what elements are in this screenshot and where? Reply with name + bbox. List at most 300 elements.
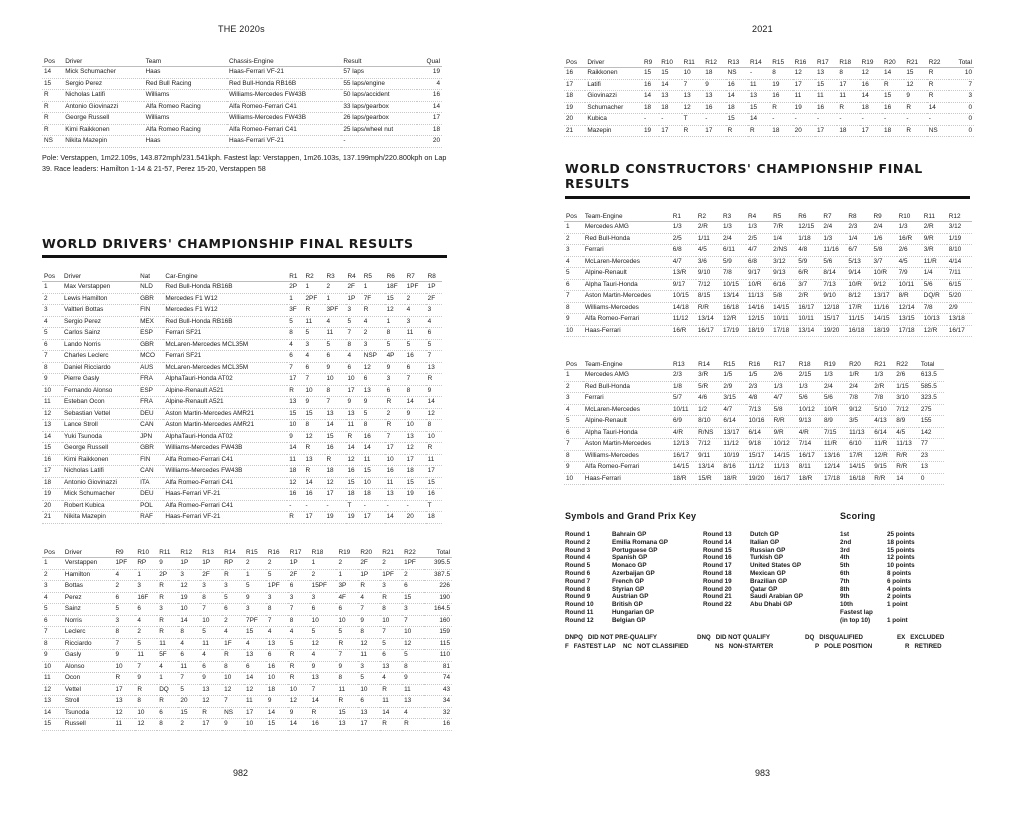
table-cell: 15 bbox=[385, 293, 405, 305]
table-cell: 2 bbox=[380, 558, 402, 570]
table-cell: 8 bbox=[200, 592, 222, 604]
column-header: R15 bbox=[770, 58, 792, 68]
table-cell: 9 bbox=[703, 79, 725, 91]
column-header: Driver bbox=[585, 58, 642, 68]
table-cell: 13 bbox=[304, 454, 325, 466]
key-value: Styrian GP bbox=[612, 585, 645, 593]
table-cell: 2/4 bbox=[872, 222, 897, 234]
column-header: R10 bbox=[135, 548, 157, 558]
table-cell: 16 bbox=[346, 466, 362, 478]
table-cell: 8 bbox=[178, 627, 200, 639]
table-cell: 2/6 bbox=[772, 370, 797, 382]
table-cell: 12 bbox=[402, 638, 424, 650]
table-cell: 7 bbox=[113, 638, 135, 650]
key-value: British GP bbox=[612, 601, 643, 609]
table-cell: 6 bbox=[244, 661, 266, 673]
table-cell: 14 bbox=[860, 91, 882, 103]
table-cell: 4 bbox=[178, 638, 200, 650]
table-cell: 13 bbox=[244, 650, 266, 662]
table-cell: R bbox=[927, 91, 949, 103]
table-row bbox=[564, 256, 972, 268]
column-header: R21 bbox=[904, 58, 926, 68]
table-cell: 2/R bbox=[872, 381, 894, 393]
column-header: R19 bbox=[336, 548, 358, 558]
table-cell: R bbox=[346, 431, 362, 443]
table-cell: 1P bbox=[346, 293, 362, 305]
table-cell: 19 bbox=[770, 79, 792, 91]
table-cell: 18/R bbox=[721, 473, 746, 485]
column-header: Driver bbox=[63, 548, 114, 558]
table-cell: 9 bbox=[564, 462, 583, 474]
table-cell: Mazepin bbox=[585, 125, 642, 137]
table-cell: 5 bbox=[346, 316, 362, 328]
table-cell: 2/4 bbox=[721, 233, 746, 245]
table-cell: 395.5 bbox=[424, 558, 452, 570]
table-cell: 57 laps bbox=[341, 67, 417, 79]
table-cell: Haas-Ferrari bbox=[583, 325, 671, 337]
table-cell: NS bbox=[726, 68, 748, 80]
table-row bbox=[42, 78, 442, 90]
table-cell: 323.5 bbox=[919, 393, 944, 405]
gp-key-title: Symbols and Grand Prix Key bbox=[565, 511, 697, 521]
table-cell: Nikita Mazepin bbox=[62, 512, 138, 524]
table-cell: 14 bbox=[325, 420, 346, 432]
table-cell: 1 bbox=[244, 569, 266, 581]
table-cell: R bbox=[310, 707, 337, 719]
table-cell: 5/20 bbox=[947, 291, 972, 303]
table-cell: Sainz bbox=[63, 604, 114, 616]
table-cell: 10/11 bbox=[771, 314, 796, 326]
table-cell: 16 bbox=[424, 719, 452, 731]
title-rule bbox=[42, 255, 447, 258]
header-row bbox=[564, 360, 944, 370]
table-row bbox=[42, 592, 452, 604]
table-cell: 7 bbox=[304, 374, 325, 386]
key-value: 1 point bbox=[887, 601, 908, 609]
table-cell: 13/15 bbox=[897, 314, 922, 326]
table-cell: 4 bbox=[310, 650, 337, 662]
table-cell: 18 bbox=[266, 684, 288, 696]
table-cell: 3 bbox=[42, 581, 63, 593]
table-cell: 4 bbox=[402, 707, 424, 719]
table-cell: R bbox=[42, 90, 63, 102]
table-row bbox=[42, 339, 442, 351]
table-cell: 18/19 bbox=[872, 325, 897, 337]
table-cell: 8/12 bbox=[846, 291, 871, 303]
table-cell: 11 bbox=[426, 454, 442, 466]
table-cell: 15 bbox=[904, 68, 926, 80]
table-cell: 1/4 bbox=[771, 233, 796, 245]
table-cell: 4 bbox=[417, 78, 442, 90]
column-header: R12 bbox=[178, 548, 200, 558]
table-cell: Kubica bbox=[585, 114, 642, 126]
table-cell: NS bbox=[42, 136, 63, 148]
column-header: R16 bbox=[266, 548, 288, 558]
table-cell: Mercedes AMG bbox=[583, 222, 671, 234]
table-row bbox=[564, 91, 974, 103]
table-cell: Pierre Gasly bbox=[62, 374, 138, 386]
scoring-title: Scoring bbox=[840, 511, 876, 521]
table-cell: Max Verstappen bbox=[62, 282, 138, 294]
table-cell: 7/13 bbox=[746, 404, 771, 416]
table-cell: 17 bbox=[385, 443, 405, 455]
column-header: R15 bbox=[244, 548, 266, 558]
symbol-item bbox=[905, 642, 965, 651]
table-cell: 1 bbox=[362, 282, 385, 294]
table-cell: 1P bbox=[426, 282, 442, 294]
table-cell: 4 bbox=[222, 627, 244, 639]
table-cell: 15 bbox=[266, 719, 288, 731]
table-cell: Williams-Mercedes FW43B bbox=[227, 90, 341, 102]
table-cell: 2 bbox=[244, 558, 266, 570]
table-cell: 16 bbox=[882, 102, 904, 114]
table-cell: 1 bbox=[564, 222, 583, 234]
table-cell: Haas-Ferrari VF-21 bbox=[163, 512, 287, 524]
table-cell: 15PF bbox=[310, 581, 337, 593]
symbol-description: DISQUALIFIED bbox=[819, 634, 863, 641]
table-cell: 6/14 bbox=[746, 427, 771, 439]
table-cell: 16 bbox=[703, 102, 725, 114]
table-cell: 8 bbox=[42, 638, 63, 650]
table-cell: 6/14 bbox=[721, 416, 746, 428]
table-cell: 13 bbox=[748, 91, 770, 103]
symbol-item bbox=[715, 642, 815, 651]
column-header: Qual bbox=[417, 57, 442, 67]
key-value: United States GP bbox=[750, 562, 802, 570]
table-cell: Williams-Mercedes FW43B bbox=[163, 443, 287, 455]
table-cell: 3PF bbox=[325, 305, 346, 317]
table-cell: 6 bbox=[325, 351, 346, 363]
table-cell: 10 bbox=[949, 68, 974, 80]
table-cell: Robert Kubica bbox=[62, 500, 138, 512]
table-cell: 10 bbox=[178, 604, 200, 616]
key-value: Qatar GP bbox=[750, 585, 778, 593]
key-row bbox=[840, 539, 915, 547]
table-cell: 3 bbox=[304, 339, 325, 351]
table-cell: R/R bbox=[872, 473, 894, 485]
key-value: Hungarian GP bbox=[612, 608, 654, 616]
table-cell: Williams-Mercedes FW43B bbox=[227, 113, 341, 125]
table-cell: Alpine-Renault A521 bbox=[163, 385, 287, 397]
table-cell: Williams bbox=[144, 113, 227, 125]
table-cell: 12/R bbox=[922, 325, 947, 337]
column-header: R7 bbox=[821, 212, 846, 222]
table-cell: 10 bbox=[304, 385, 325, 397]
column-header: R1 bbox=[287, 272, 303, 282]
table-cell: R/R bbox=[772, 416, 797, 428]
table-cell: 1 bbox=[304, 282, 325, 294]
table-cell: 11/R bbox=[872, 439, 894, 451]
table-cell: MCO bbox=[138, 351, 163, 363]
symbol-item bbox=[897, 633, 967, 642]
table-cell: 8 bbox=[135, 696, 157, 708]
table-cell: 12 bbox=[682, 102, 704, 114]
table-cell: 3 bbox=[200, 581, 222, 593]
table-cell: 1/19 bbox=[947, 233, 972, 245]
table-cell: 1PF bbox=[113, 558, 135, 570]
table-cell: 8 bbox=[222, 661, 244, 673]
table-cell: 1 bbox=[135, 569, 157, 581]
column-header: R11 bbox=[922, 212, 947, 222]
column-header: R20 bbox=[847, 360, 872, 370]
table-cell: 11 bbox=[42, 397, 62, 409]
table-cell: R bbox=[304, 305, 325, 317]
key-label: Round 19 bbox=[703, 577, 732, 585]
table-cell: 18 bbox=[564, 91, 585, 103]
table-cell: 7/14 bbox=[797, 439, 822, 451]
table-cell: 14 bbox=[659, 79, 681, 91]
table-row bbox=[564, 393, 944, 405]
table-cell: 19 bbox=[42, 489, 62, 501]
table-cell: MEX bbox=[138, 316, 163, 328]
key-value: Turkish GP bbox=[750, 554, 784, 562]
race-note: Pole: Verstappen, 1m22.109s, 143.872mph/231.541kph. Fastest lap: Verstappen, 1m26.103s, 137.199mph/220.800kph on Lap 39. Race leaders: Hamilton 1-14 & 21-57, Perez 15-20, Verstappen 58 bbox=[42, 153, 447, 173]
table-cell: 11 bbox=[380, 696, 402, 708]
table-cell: R/R bbox=[894, 450, 919, 462]
table-cell: 9/R bbox=[922, 233, 947, 245]
symbol-code: DNQ bbox=[697, 634, 711, 641]
table-cell: 10/15 bbox=[721, 279, 746, 291]
table-cell: FRA bbox=[138, 397, 163, 409]
table-cell: 5/7 bbox=[671, 393, 696, 405]
table-cell: 6/11 bbox=[721, 245, 746, 257]
table-cell: 8 bbox=[325, 385, 346, 397]
table-cell: 12 bbox=[178, 581, 200, 593]
table-cell: 7/8 bbox=[847, 393, 872, 405]
table-cell: 6/10 bbox=[847, 439, 872, 451]
key-value: Emilia Romana GP bbox=[612, 538, 668, 546]
table-cell: AlphaTauri-Honda AT02 bbox=[163, 431, 287, 443]
table-cell: 5/6 bbox=[822, 393, 847, 405]
table-cell: R bbox=[336, 696, 358, 708]
table-cell: 1 bbox=[287, 293, 303, 305]
table-cell: - bbox=[405, 500, 426, 512]
running-head: THE 2020s bbox=[218, 24, 265, 34]
table-cell: 5/10 bbox=[872, 404, 894, 416]
header-row bbox=[564, 58, 974, 68]
table-cell: 18 bbox=[860, 102, 882, 114]
header-row bbox=[42, 57, 442, 67]
table-cell: 12 bbox=[346, 454, 362, 466]
table-cell: 11 bbox=[178, 661, 200, 673]
table-cell: 10/R bbox=[846, 279, 871, 291]
table-cell: Bottas bbox=[63, 581, 114, 593]
table-cell: 8/14 bbox=[821, 268, 846, 280]
table-cell: 3 bbox=[380, 581, 402, 593]
key-value: Saudi Arabian GP bbox=[750, 593, 803, 601]
table-cell: 17 bbox=[200, 719, 222, 731]
table-cell: 13/17 bbox=[721, 427, 746, 439]
table-cell: ESP bbox=[138, 328, 163, 340]
table-cell: 3/5 bbox=[847, 416, 872, 428]
table-cell: 81 bbox=[424, 661, 452, 673]
table-cell: 8/9 bbox=[822, 416, 847, 428]
table-row bbox=[42, 374, 442, 386]
table-cell: 18 bbox=[770, 125, 792, 137]
table-cell: 10 bbox=[362, 477, 385, 489]
table-row bbox=[42, 569, 452, 581]
table-cell: 159 bbox=[424, 627, 452, 639]
table-cell: 7 bbox=[135, 661, 157, 673]
table-cell: 164.5 bbox=[424, 604, 452, 616]
table-cell: 2/NS bbox=[771, 245, 796, 257]
table-cell: 17 bbox=[358, 719, 380, 731]
table-cell: T bbox=[426, 500, 442, 512]
table-cell: 7 bbox=[346, 328, 362, 340]
table-cell: 17 bbox=[837, 79, 859, 91]
table-row bbox=[42, 351, 442, 363]
table-cell: 2 bbox=[362, 328, 385, 340]
table-cell: 8 bbox=[346, 339, 362, 351]
table-cell: 6 bbox=[385, 385, 405, 397]
table-cell: 14/18 bbox=[671, 302, 696, 314]
table-cell: 5 bbox=[244, 581, 266, 593]
table-cell: 2/5 bbox=[671, 233, 696, 245]
table-cell: 5 bbox=[113, 604, 135, 616]
table-cell: 17 bbox=[287, 374, 303, 386]
table-cell: 1 bbox=[310, 558, 337, 570]
table-cell: 5F bbox=[157, 650, 178, 662]
table-cell: 10/R bbox=[746, 279, 771, 291]
table-cell: 7 bbox=[385, 431, 405, 443]
table-cell: 16 bbox=[860, 79, 882, 91]
key-value: 15 points bbox=[887, 546, 915, 554]
table-cell: 10 bbox=[402, 627, 424, 639]
table-cell: 18F bbox=[385, 282, 405, 294]
table-cell: 275 bbox=[919, 404, 944, 416]
table-cell: 16 bbox=[42, 454, 62, 466]
table-cell: 5 bbox=[402, 650, 424, 662]
table-cell: 12/R bbox=[872, 450, 894, 462]
table-cell: 1 bbox=[325, 293, 346, 305]
key-value: Belgian GP bbox=[612, 616, 646, 624]
table-cell: 18 bbox=[325, 466, 346, 478]
table-cell: 11 bbox=[815, 91, 837, 103]
column-header: Driver bbox=[62, 272, 138, 282]
table-cell: 8 bbox=[113, 627, 135, 639]
key-label: Round 12 bbox=[565, 616, 594, 624]
table-cell: Alpine-Renault A521 bbox=[163, 397, 287, 409]
column-header: R2 bbox=[696, 212, 721, 222]
table-row bbox=[564, 462, 944, 474]
table-cell: 0 bbox=[919, 473, 944, 485]
symbol-code: DNPQ bbox=[565, 634, 583, 641]
table-row bbox=[564, 114, 974, 126]
table-cell: 4 bbox=[564, 404, 583, 416]
table-cell: 14 bbox=[288, 719, 310, 731]
table-cell: 18 bbox=[362, 489, 385, 501]
table-cell: 17 bbox=[244, 707, 266, 719]
table-cell: 9 bbox=[113, 650, 135, 662]
table-cell: Antonio Giovinazzi bbox=[62, 477, 138, 489]
column-header: R11 bbox=[157, 548, 178, 558]
table-cell: 5 bbox=[304, 328, 325, 340]
table-cell: 13 bbox=[287, 397, 303, 409]
key-value: Spanish GP bbox=[612, 554, 648, 562]
table-row bbox=[564, 381, 944, 393]
table-cell: 387.5 bbox=[424, 569, 452, 581]
table-cell: 12 bbox=[113, 707, 135, 719]
table-cell: 5 bbox=[426, 339, 442, 351]
table-cell: 5/9 bbox=[796, 256, 821, 268]
key-label: 7th bbox=[840, 577, 850, 585]
table-cell: 14 bbox=[178, 615, 200, 627]
table-cell: R bbox=[402, 719, 424, 731]
table-cell: 7 bbox=[564, 439, 583, 451]
table-cell: 8/10 bbox=[696, 416, 721, 428]
table-cell: R bbox=[42, 113, 63, 125]
table-cell: 18 bbox=[837, 125, 859, 137]
table-cell: 1P bbox=[178, 558, 200, 570]
table-cell: 11 bbox=[358, 650, 380, 662]
table-cell: Mercedes F1 W12 bbox=[163, 305, 287, 317]
table-cell: 9 bbox=[200, 673, 222, 685]
table-cell: 13/16 bbox=[822, 450, 847, 462]
table-cell: 0 bbox=[949, 114, 974, 126]
table-cell: 4 bbox=[135, 615, 157, 627]
table-cell: 1 bbox=[336, 569, 358, 581]
table-cell: Williams-Mercedes bbox=[583, 302, 671, 314]
table-cell: 8/16 bbox=[721, 462, 746, 474]
table-cell: 6 bbox=[405, 362, 426, 374]
key-label: Round 7 bbox=[565, 577, 591, 585]
table-cell: 7 bbox=[405, 374, 426, 386]
table-cell: 12 bbox=[288, 696, 310, 708]
table-cell: 11 bbox=[405, 328, 426, 340]
table-cell: Mick Schumacher bbox=[63, 67, 143, 79]
table-cell: ESP bbox=[138, 385, 163, 397]
column-header: R7 bbox=[405, 272, 426, 282]
symbol-description: EXCLUDED bbox=[910, 634, 945, 641]
symbol-code: EX bbox=[897, 634, 906, 641]
table-cell: DEU bbox=[138, 408, 163, 420]
table-cell: 11/13 bbox=[746, 291, 771, 303]
column-header: R14 bbox=[696, 360, 721, 370]
table-cell: 19 bbox=[793, 102, 815, 114]
table-cell: 14 bbox=[642, 91, 659, 103]
column-header: R8 bbox=[426, 272, 442, 282]
table-cell: 6/7 bbox=[846, 245, 871, 257]
table-cell: 2 bbox=[325, 282, 346, 294]
key-row bbox=[703, 593, 803, 601]
table-cell: Haas-Ferrari bbox=[583, 473, 671, 485]
table-cell: 7/R bbox=[771, 222, 796, 234]
table-cell: 19 bbox=[642, 125, 659, 137]
table-cell: 12 bbox=[244, 684, 266, 696]
table-cell: 8 bbox=[266, 604, 288, 616]
table-cell: 4 bbox=[304, 351, 325, 363]
key-row bbox=[840, 617, 915, 625]
table-cell: R bbox=[42, 124, 63, 136]
table-cell: 4 bbox=[426, 316, 442, 328]
table-cell: 4/13 bbox=[872, 416, 894, 428]
table-cell: 16 bbox=[726, 79, 748, 91]
table-cell: 12 bbox=[42, 684, 63, 696]
table-cell: 11 bbox=[346, 420, 362, 432]
table-cell: RAF bbox=[138, 512, 163, 524]
table-cell: R bbox=[42, 101, 63, 113]
table-cell: 10 bbox=[200, 615, 222, 627]
table-cell: 3 bbox=[266, 592, 288, 604]
table-cell: 8 bbox=[304, 420, 325, 432]
table-cell: 20 bbox=[178, 696, 200, 708]
table-row bbox=[42, 385, 442, 397]
table-cell: 18 bbox=[405, 466, 426, 478]
table-cell: 10 bbox=[346, 374, 362, 386]
key-row bbox=[840, 570, 915, 578]
table-cell: 6 bbox=[42, 615, 63, 627]
table-cell: 3 bbox=[346, 305, 362, 317]
